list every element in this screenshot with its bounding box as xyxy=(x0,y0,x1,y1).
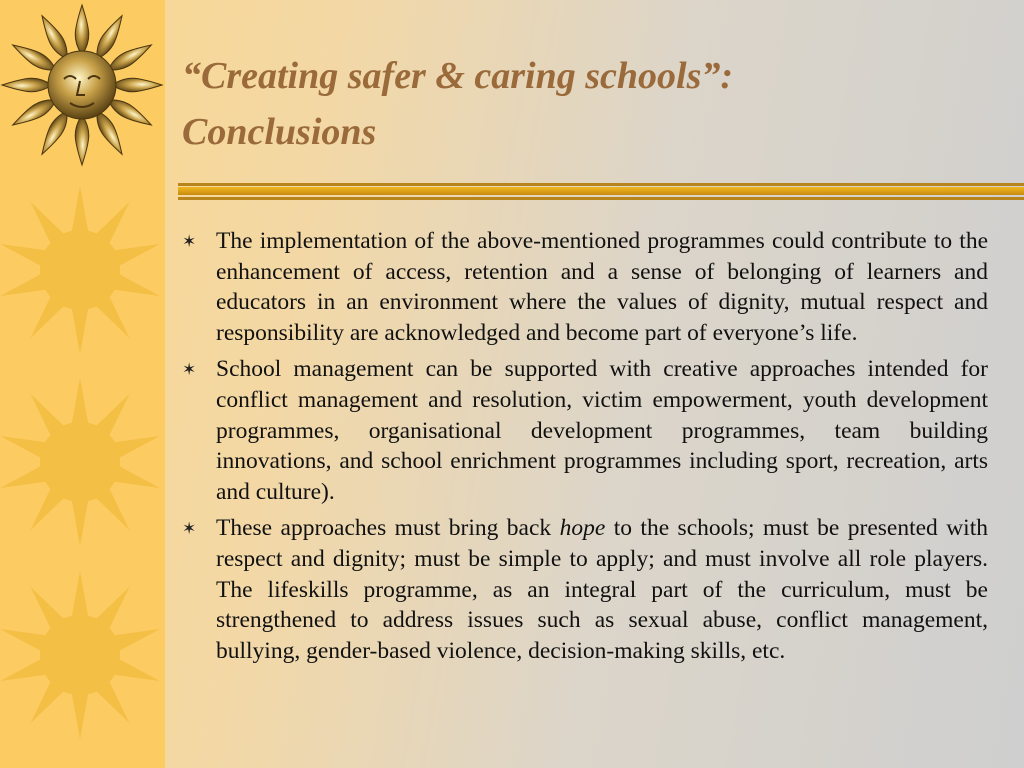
bullet-text-before: These approaches must bring back xyxy=(216,515,560,542)
golden-sun-icon xyxy=(0,560,165,750)
bullet-text: School management can be supported with creative approaches intended for conflict management and resolution, victim empowerment, youth development programmes, organisational development programmes, team building innovations, and school enrichment programmes including sport, recreation, arts and culture). xyxy=(216,356,988,505)
slide-title xyxy=(182,48,1002,160)
left-decorative-strip xyxy=(0,0,165,768)
sun-face-icon xyxy=(0,0,165,175)
slide-title-line-2: Conclusions xyxy=(182,111,377,153)
bullet-item xyxy=(182,226,988,348)
bullet-text-after: to the schools; must be presented with respect and dignity; must be simple to apply; and must involve all role players. The lifeskills programme, as an integral part of the curriculum, must be strengthened to address issues such as sexual abuse, conflict management, bullying, gender-based violence, decision-making skills, etc. xyxy=(216,515,988,664)
bullet-list xyxy=(182,226,988,672)
six-point-star-icon: ✶ xyxy=(182,360,197,380)
title-divider-bottom xyxy=(178,197,1024,200)
bullet-item xyxy=(182,354,988,507)
slide-title-line-1: “Creating safer & caring schools”: xyxy=(182,55,734,97)
title-divider-middle xyxy=(178,187,1024,195)
bullet-emphasis-hope: hope xyxy=(559,515,606,542)
bullet-item xyxy=(182,513,988,666)
six-point-star-icon: ✶ xyxy=(182,519,197,539)
title-divider-top xyxy=(178,183,1024,186)
six-point-star-icon: ✶ xyxy=(182,232,197,251)
bullet-text: The implementation of the above-mentioned programmes could contribute to the enhancement of access, retention and a sense of belonging of learners and educators in an environment where the values of dignity, mutual respect and responsibility are acknowledged and become part of everyone’s life. xyxy=(216,228,988,346)
golden-sun-icon xyxy=(0,180,165,360)
golden-sun-icon xyxy=(0,370,165,555)
